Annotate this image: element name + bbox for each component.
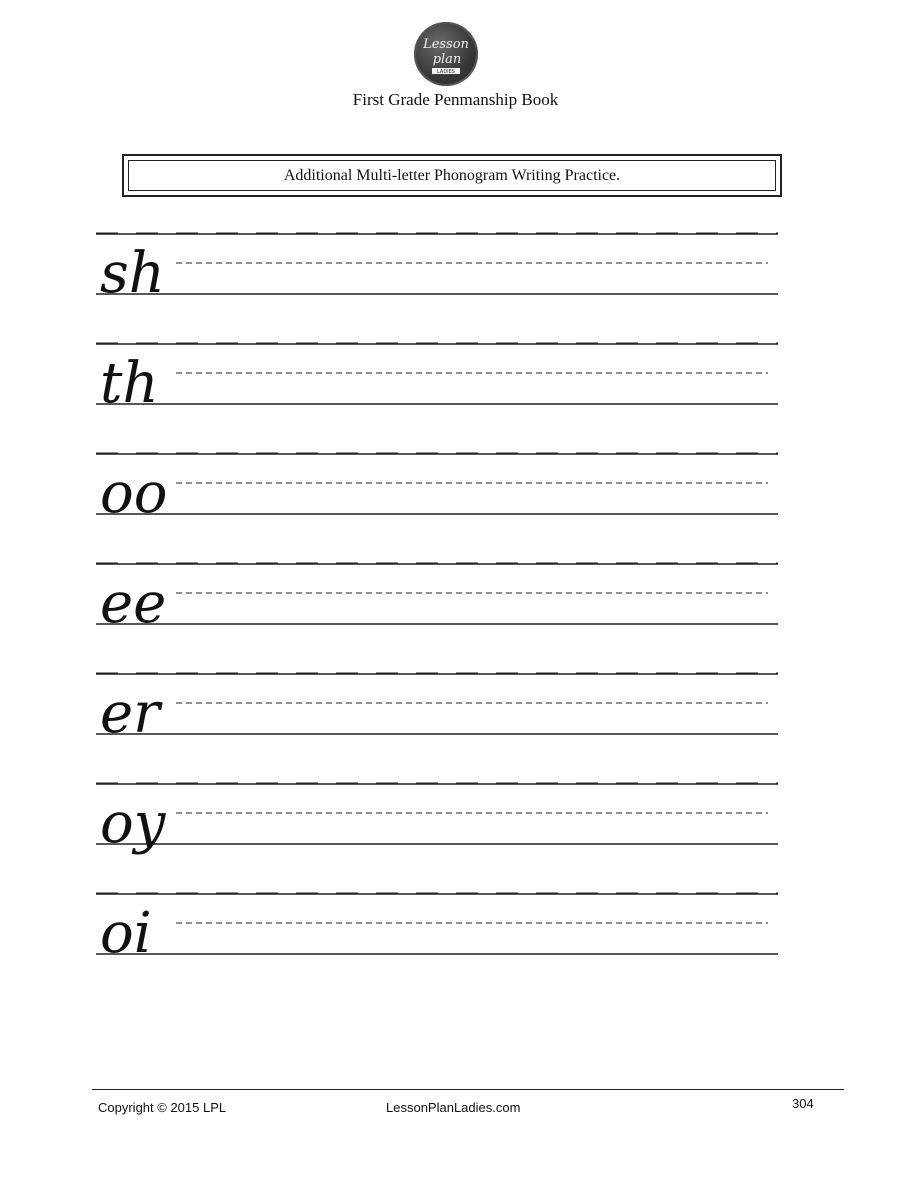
footer-divider — [92, 1089, 844, 1090]
phonogram-example: sh — [100, 241, 165, 306]
svg-text:plan: plan — [432, 52, 462, 67]
phonogram-example: ee — [100, 571, 167, 636]
phonogram-example: oy — [100, 791, 166, 856]
section-banner-title: Additional Multi-letter Phonogram Writing Practice. — [128, 160, 776, 191]
footer-copyright: Copyright © 2015 LPL — [98, 1100, 227, 1115]
svg-text:LADIES: LADIES — [437, 69, 455, 75]
page-number: 304 — [792, 1096, 814, 1111]
svg-text:Lesson: Lesson — [423, 37, 469, 52]
footer-website: LessonPlanLadies.com — [386, 1100, 521, 1115]
phonogram-example: er — [100, 681, 160, 746]
book-title: First Grade Penmanship Book — [352, 90, 559, 109]
phonogram-example: oi — [100, 901, 152, 966]
phonogram-example: th — [100, 351, 159, 416]
phonogram-example: oo — [100, 461, 168, 526]
